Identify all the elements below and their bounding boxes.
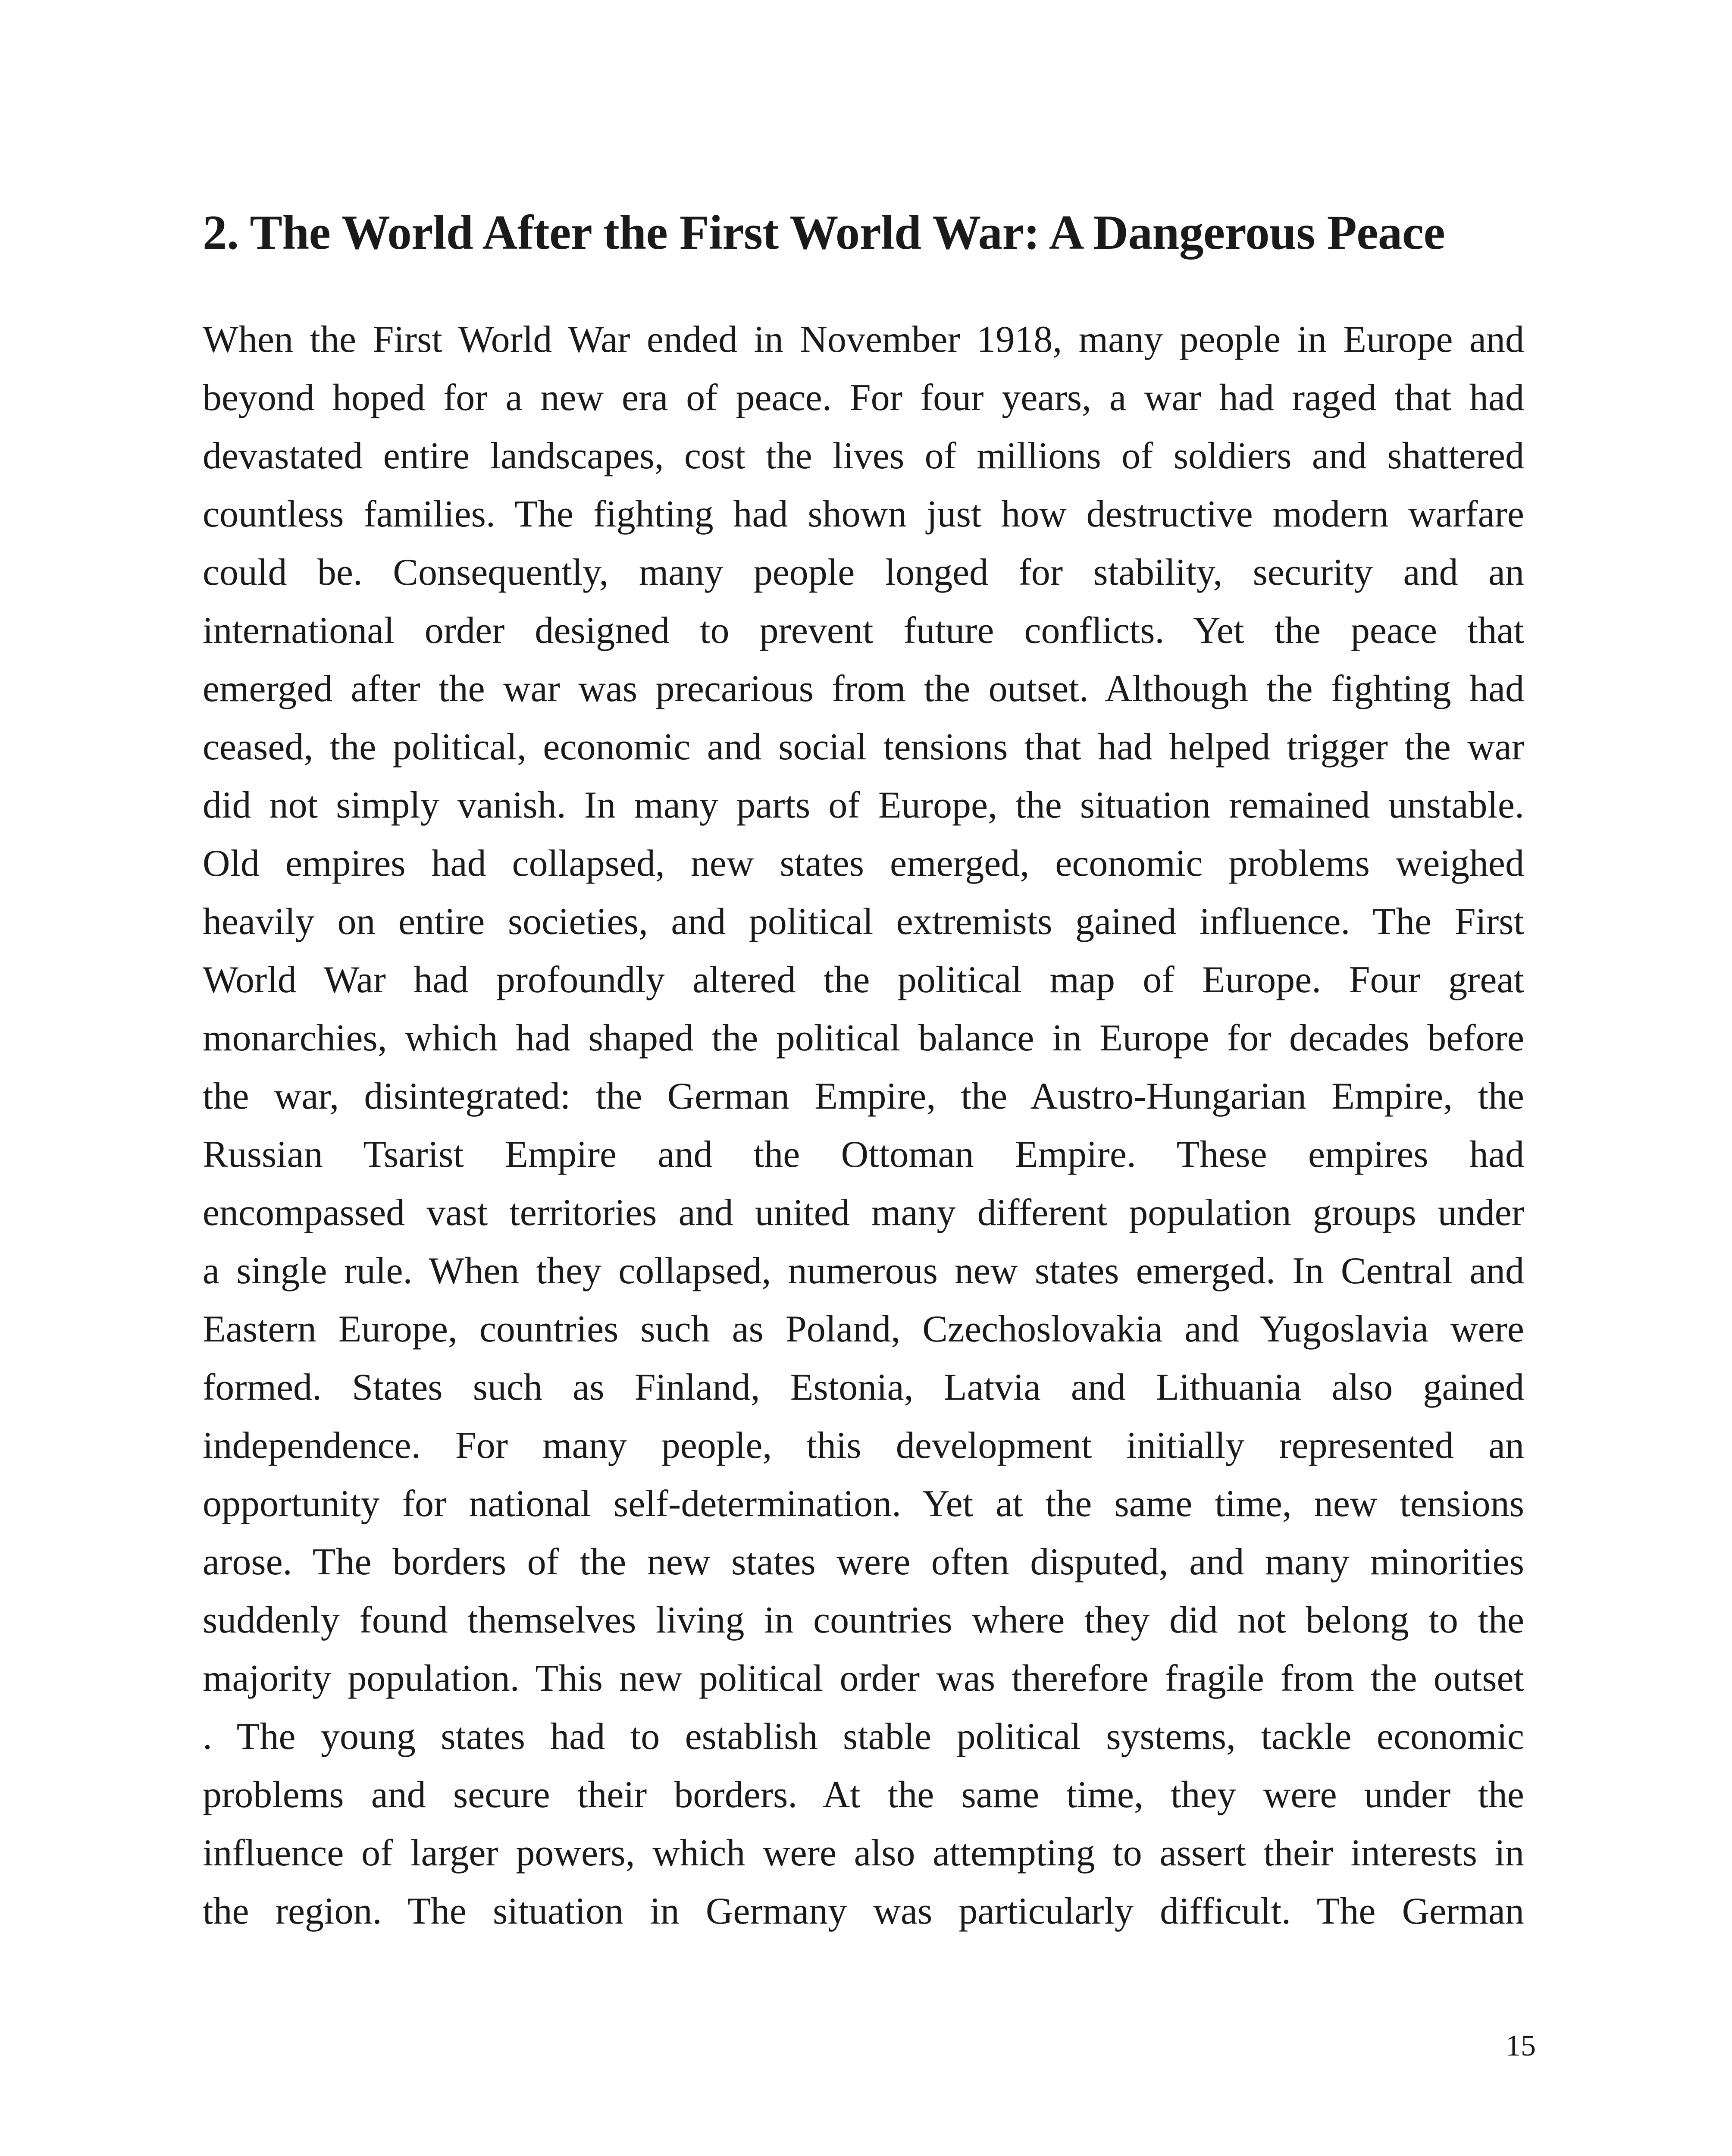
text-line: Old empires had collapsed, new states emerged, economic problems weighed [203,843,1524,884]
text-line: ceased, the political, economic and social tensions that had helped trigger the war [203,726,1524,768]
text-line: formed. States such as Finland, Estonia, Latvia and Lithuania also gained [203,1366,1524,1408]
text-line: monarchies, which had shaped the political balance in Europe for decades before [203,1017,1524,1059]
page-number: 15 [1506,2029,1536,2062]
text-line: Russian Tsarist Empire and the Ottoman Empire. These empires had [203,1134,1524,1175]
text-line: independence. For many people, this development initially represented an [203,1425,1524,1467]
text-line: did not simply vanish. In many parts of Europe, the situation remained unstable. [203,784,1524,826]
text-line: a single rule. When they collapsed, numerous new states emerged. In Central and [203,1250,1524,1292]
text-line: emerged after the war was precarious from the outset. Although the fighting had [203,668,1524,710]
text-line: international order designed to prevent future conflicts. Yet the peace that [203,610,1524,652]
text-line: opportunity for national self-determination. Yet at the same time, new tensions [203,1483,1524,1525]
text-line: problems and secure their borders. At the same time, they were under the [203,1774,1524,1816]
text-line: beyond hoped for a new era of peace. For four years, a war had raged that had [203,377,1524,419]
text-line: influence of larger powers, which were also attempting to assert their interests in [203,1832,1524,1874]
text-line: heavily on entire societies, and political extremists gained influence. The First [203,901,1524,943]
text-line: When the First World War ended in November 1918, many people in Europe and [203,319,1524,360]
text-line: could be. Consequently, many people longed for stability, security and an [203,552,1524,593]
text-line: the region. The situation in Germany was particularly difficult. The German [203,1890,1524,1932]
chapter-title: 2. The World After the First World War: A Dangerous Peace [203,206,1445,260]
text-line: majority population. This new political order was therefore fragile from the outset [203,1658,1524,1699]
text-line: suddenly found themselves living in countries where they did not belong to the [203,1599,1524,1641]
text-line: World War had profoundly altered the political map of Europe. Four great [203,959,1524,1001]
text-line: devastated entire landscapes, cost the lives of millions of soldiers and shattered [203,435,1524,477]
body-paragraph [203,310,1524,1940]
text-line: arose. The borders of the new states were often disputed, and many minorities [203,1541,1524,1583]
text-line: the war, disintegrated: the German Empire, the Austro-Hungarian Empire, the [203,1075,1524,1117]
text-line: encompassed vast territories and united many different population groups under [203,1192,1524,1234]
text-line: . The young states had to establish stable political systems, tackle economic [203,1716,1524,1758]
text-line: countless families. The fighting had shown just how destructive modern warfare [203,493,1524,535]
text-line: Eastern Europe, countries such as Poland, Czechoslovakia and Yugoslavia were [203,1308,1524,1350]
